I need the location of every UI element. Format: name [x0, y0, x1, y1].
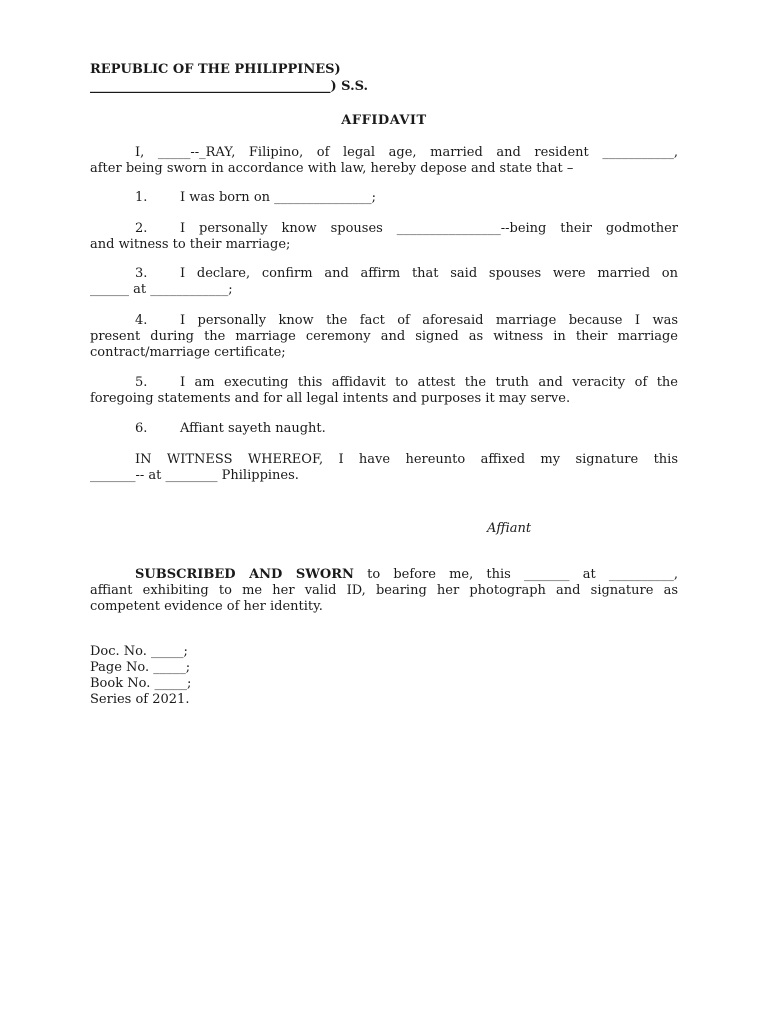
notarial-doc-no: Doc. No. _____;	[90, 644, 188, 659]
item-4-line-3: contract/marriage certificate;	[90, 345, 286, 360]
jurat-line-1-rest: to before me, this _______ at __________,	[353, 567, 678, 582]
item-2-line-2: and witness to their marriage;	[90, 237, 291, 252]
document-title: AFFIDAVIT	[341, 113, 427, 128]
item-1-text: I was born on _______________;	[180, 190, 377, 205]
notarial-series: Series of 2021.	[90, 692, 190, 707]
notarial-book-no: Book No. _____;	[90, 676, 192, 691]
item-3-number: 3.	[135, 266, 148, 281]
item-6-number: 6.	[135, 421, 148, 436]
item-4-line-2: present during the marriage ceremony and signed as witness in their marriage	[90, 329, 678, 344]
item-2-number: 2.	[135, 221, 148, 236]
witness-line-2: _______-- at ________ Philippines.	[90, 468, 299, 483]
affiant-label: Affiant	[487, 521, 532, 536]
item-3-line-1: I declare, confirm and affirm that said spouses were married on	[180, 266, 678, 281]
witness-line-1: IN WITNESS WHEREOF, I have hereunto affixed my signature this	[135, 452, 678, 467]
jurat-line-3: competent evidence of her identity.	[90, 599, 323, 614]
intro-line-1-text: I, _____--_RAY, Filipino, of legal age, married and resident ___________,	[135, 145, 678, 160]
item-4-line-1: I personally know the fact of aforesaid marriage because I was	[180, 313, 678, 328]
item-5-number: 5.	[135, 375, 148, 390]
item-6-text: Affiant sayeth naught.	[180, 421, 326, 436]
intro-line-1	[90, 145, 678, 161]
jurat-line-1	[135, 567, 678, 583]
jurat-bold-text: SUBSCRIBED AND SWORN	[135, 567, 354, 582]
item-5-line-2: foregoing statements and for all legal intents and purposes it may serve.	[90, 391, 571, 406]
item-3-line-2: ______ at ____________;	[90, 282, 233, 297]
header-ss-line: _____________________________________) S.S.	[90, 79, 369, 94]
item-1-number: 1.	[135, 190, 148, 205]
header-republic: REPUBLIC OF THE PHILIPPINES)	[90, 62, 341, 77]
item-5-line-1: I am executing this affidavit to attest the truth and veracity of the	[180, 375, 678, 390]
notarial-page-no: Page No. _____;	[90, 660, 191, 675]
item-2-line-1: I personally know spouses ________________--being their godmother	[180, 221, 678, 236]
intro-line-2: after being sworn in accordance with law, hereby depose and state that –	[90, 161, 574, 176]
item-4-number: 4.	[135, 313, 148, 328]
jurat-line-2: affiant exhibiting to me her valid ID, bearing her photograph and signature as	[90, 583, 678, 598]
